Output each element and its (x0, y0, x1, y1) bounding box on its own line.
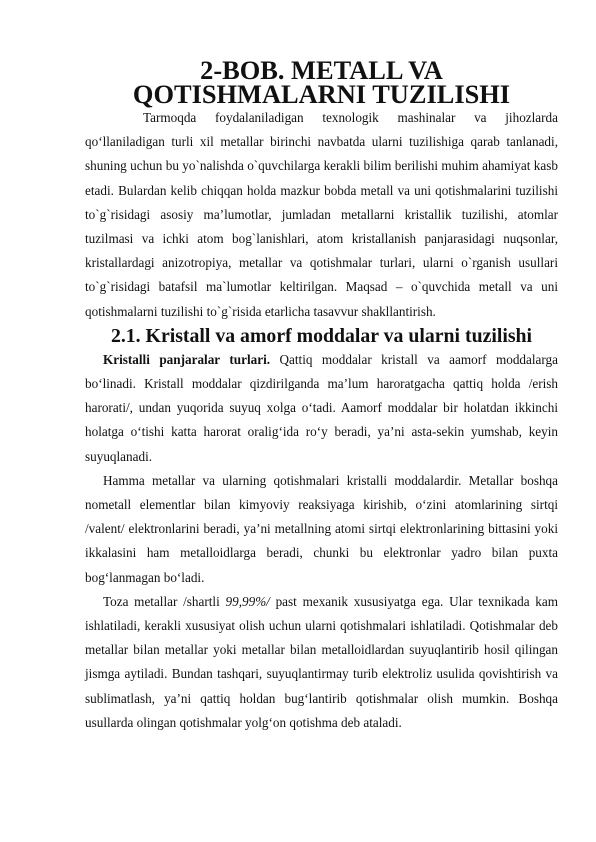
paragraph-metals-crystalline: Hamma metallar va ularning qotishmalari kristalli moddalardir. Metallar boshqa nometall elementlar bilan kimyoviy reaksiyaga kirishib, o‘zini atomlarining sirtqi /valent/ elektronlarini beradi, ya’ni metallning atomi sirtqi elektronlarining bittasini yoki ikkalasini ham metalloidlarga beradi, chunki bu elektronlar yadro bilan puxta bog‘lanmagan bo‘ladi. (85, 472, 558, 585)
paragraph-text-start: Toza metallar /shartli (103, 593, 226, 609)
intro-paragraph: Tarmoqda foydalaniladigan texnologik mashinalar va jihozlarda qo‘llaniladigan turli xil metallar birinchi navbatda ularni tuzilishiga qarab tanlanadi, shuning uchun bu yo`nalishda o`quvchilarga kerakli bilim berilishi muhim ahamiyat kasb etadi. Bulardan kelib chiqqan holda mazkur bobda metall va uni qotishmalarini tuzilishi to`g`risidagi asosiy ma’lumotlar, jumladan metallarni kristallik tuzilishi, atomlar tuzilmasi va ichki atom bog`lanishlari, atom kristallanish panjarasidagi nuqsonlar, kristallardagi anizotropiya, metallar va qotishmalar turlari, ularni o`rganish usullari to`g`risidagi batafsil ma`lumotlar keltirilgan. Maqsad – o`quvchida metall va uni qotishmalarni tuzilishi to`g`risida etarlicha tasavvur shakllantirish. (85, 110, 558, 319)
paragraph-crystal-lattice-types (85, 348, 558, 469)
chapter-title: 2-BOB. METALL VA QOTISHMALARNI TUZILISHI (132, 55, 511, 109)
purity-value: 99,99%/ (225, 593, 270, 609)
paragraph-text: Qattiq moddalar kristall va aamorf moddalarga bo‘linadi. Kristall moddalar qizdirilganda ma’lum haroratgacha qattiq holda /erish harorati/, undan yuqorida suyuq xolga o‘tadi. Aamorf moddalar bir holatdan ikkinchi holatga o‘tishi katta harorat oralig‘ida ro‘y beradi, ya’ni asta-sekin yumshab, keyin suyuqlanadi. (85, 351, 558, 464)
paragraph-lead-term: Kristalli panjaralar turlari. (103, 351, 271, 367)
section-title: 2.1. Kristall va amorf moddalar va ularni tuzilishi (110, 324, 533, 347)
paragraph-text-rest: past mexanik xususiyatga ega. Ular texnikada kam ishlatiladi, kerakli xususiyat olish uchun ularni qotishmalari ishlatiladi. Qotishmalar deb metallar bilan metallar yoki metallar bilan metalloidlardan suyuqlantirib hosil qilingan jismga aytiladi. Bundan tashqari, suyuqlantirmay turib elektroliz usulida qovishtirish va sublimatlash, ya’ni qattiq holdan bug‘lantirib qotishmalar olish mumkin. Boshqa usullarda olingan qotishmalar yolg‘on qotishma deb ataladi. (85, 593, 558, 730)
paragraph-pure-metals (85, 590, 558, 735)
document-body (85, 55, 558, 735)
